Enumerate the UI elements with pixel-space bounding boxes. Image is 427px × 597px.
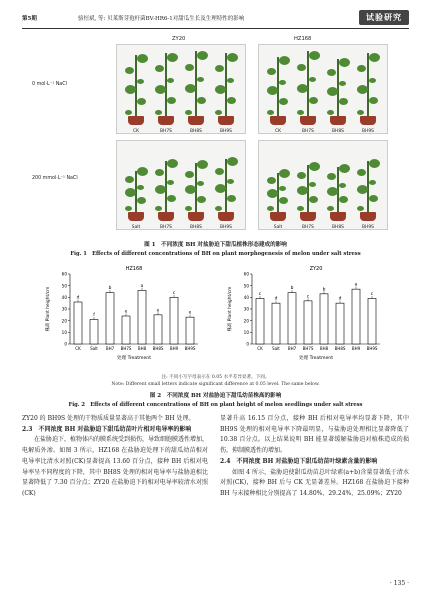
plant-label: BH8S: [190, 225, 202, 230]
significance-letter: b: [290, 286, 294, 292]
category-label: Salt: [272, 346, 280, 351]
melon-plant: [265, 171, 291, 221]
running-title: 骆恒斌, 等: 贝莱斯芽孢杆菌BV-HR6-1对甜瓜生长及生理特性的影响: [78, 16, 245, 22]
melon-plant: [123, 169, 149, 221]
category-label: BH9: [169, 346, 179, 351]
photo-panel-zy20-control: [116, 44, 246, 134]
row-label-salt: 200 mmol·L⁻¹ NaCl: [32, 176, 78, 181]
plant-label: BH7S: [160, 225, 172, 230]
y-tick-label: 30: [243, 306, 249, 312]
y-tick-label: 20: [61, 318, 67, 324]
category-label: BH9: [351, 346, 361, 351]
plant-label: BH8S: [190, 129, 202, 134]
significance-letter: c: [306, 294, 310, 300]
y-tick-label: 30: [61, 306, 67, 312]
y-tick-label: 0: [246, 341, 249, 347]
category-label: BH9S: [366, 346, 378, 351]
x-axis-label: 处理 Treatment: [116, 356, 152, 361]
y-tick-label: 40: [61, 294, 67, 300]
y-axis-label: 株高 Plant height/cm: [228, 286, 233, 332]
paragraph: 如图 4 所示，盐胁迫使甜瓜幼苗总叶绿素(a+b)含量显著低于清水对照(CK)，接种 BH 后与 CK 无显著差异。HZ168 在盐胁迫下接种 BH 与未接种相比分别提高了 14.80%、29.24%、25.09%；ZY20: [220, 468, 409, 497]
journal-section-badge: 试验研究: [359, 10, 409, 25]
y-tick-label: 40: [243, 294, 249, 300]
body-column-left: [22, 414, 208, 500]
significance-letter: a: [140, 283, 144, 289]
melon-plant: [295, 163, 321, 221]
paragraph: 在盐胁迫下，植物体内的膜系统受到损伤，导致细胞膜透性增加，电解质外渗。如图 3 所示，HZ168 在盐胁迫处理下的甜瓜幼苗相对电导率比清水对照(CK)显著提高 13.60 百分点，接种 BH 后相对电导率呈不同程度的下降，其中 BH8S 处理的相对电导率与盐胁迫相比显著降低了 7.30 百分点；ZY20 在盐胁迫下的相对电导率较清水对照(CK): [22, 436, 209, 497]
group-label-hz168: HZ168: [294, 36, 312, 42]
chart-title: HZ168: [125, 266, 143, 272]
significance-letter: f: [93, 313, 95, 318]
bar: [288, 293, 296, 344]
melon-plant: [183, 49, 209, 125]
melon-plant: [213, 51, 239, 125]
melon-plant: [295, 49, 321, 125]
plant-label: BH8S: [332, 225, 344, 230]
bar: [154, 315, 162, 344]
category-label: BH7: [287, 346, 297, 351]
plant-label: BH7S: [302, 129, 314, 134]
melon-plant: [123, 53, 149, 125]
significance-letter: e: [188, 310, 192, 316]
category-label: BH9S: [184, 346, 196, 351]
category-label: BH8: [319, 346, 329, 351]
category-label: BH8: [137, 346, 147, 351]
significance-letter: d: [274, 296, 278, 302]
plant-label: BH7S: [160, 129, 172, 134]
category-label: CK: [257, 346, 263, 351]
chart-zy20: [222, 262, 392, 370]
bar: [320, 294, 328, 344]
significance-letter: b: [322, 287, 326, 293]
bar: [122, 316, 130, 344]
row-label-control: 0 mol·L⁻¹ NaCl: [32, 82, 67, 87]
melon-plant: [153, 51, 179, 125]
melon-plant: [183, 161, 209, 221]
y-tick-label: 10: [243, 329, 249, 335]
figure2-caption-en: Fig. 2 Effects of different concentrations of BH on plant height of melon seedlings under salt stress: [68, 402, 363, 408]
category-label: BH7S: [302, 346, 314, 351]
bar: [74, 302, 82, 344]
significance-letter: c: [258, 292, 262, 297]
chart-hz168: [40, 262, 210, 370]
group-label-zy20: ZY20: [172, 36, 186, 42]
melon-plant: [355, 51, 381, 125]
bar: [186, 317, 194, 344]
plant-label: CK: [133, 129, 139, 134]
plant-label: BH9S: [362, 225, 374, 230]
x-axis-label: 处理 Treatment: [298, 356, 334, 361]
bar: [90, 320, 98, 345]
plant-label: CK: [275, 129, 281, 134]
page-number: · 135 ·: [389, 580, 409, 587]
significance-letter: e: [156, 308, 160, 314]
figure2-caption-zh: 图 2 不同浓度 BH 对盐胁迫下甜瓜幼苗株高的影响: [149, 393, 282, 399]
bar: [106, 293, 114, 344]
y-tick-label: 60: [61, 271, 67, 277]
bar: [272, 303, 280, 344]
bar: [304, 301, 312, 344]
category-label: BH7: [105, 346, 115, 351]
melon-plant: [213, 157, 239, 221]
y-tick-label: 60: [243, 271, 249, 277]
category-label: CK: [75, 346, 81, 351]
bar: [170, 297, 178, 344]
category-label: BH8S: [334, 346, 346, 351]
bar: [352, 289, 360, 344]
page-header: [22, 12, 409, 26]
bar: [336, 303, 344, 344]
figure1-caption-zh: 图 1 不同浓度 BH 对盐胁迫下甜瓜植株形态建成的影响: [144, 242, 287, 248]
plant-label: BH9S: [220, 225, 232, 230]
y-tick-label: 0: [64, 341, 67, 347]
body-column-right: [220, 414, 409, 500]
photo-panel-hz168-salt: [258, 140, 388, 230]
plant-label: Salt: [273, 225, 283, 230]
figure1-caption-en: Fig. 1 Effects of different concentrations of BH on plant morphogenesis of melon under salt stress: [70, 251, 361, 257]
significance-letter: e: [124, 309, 128, 315]
category-label: BH7S: [120, 346, 132, 351]
bar: [368, 299, 376, 345]
plant-label: BH9S: [362, 129, 374, 134]
figure2-note-zh: 注: 不同小写字母表示在 0.05 水平差异显著。下同。: [161, 375, 270, 380]
paragraph: 显著升高 16.15 百分点，接种 BH 后相对电导率均显著下降，其中 BH9S 处理的相对电导率下降最明显，与盐胁迫处理相比显著降低了 10.38 百分点。以上结果说明 BH 能显著缓解盐胁迫对植株造成的损伤，抑制膜透性的增加。: [220, 415, 409, 455]
category-label: BH8S: [152, 346, 164, 351]
melon-plant: [325, 57, 351, 125]
y-tick-label: 50: [243, 283, 249, 289]
significance-letter: c: [172, 290, 176, 296]
significance-letter: c: [370, 292, 374, 297]
figure2-note-en: Note: Different small letters indicate significant difference at 0.05 level. The same below.: [111, 382, 320, 387]
significance-letter: d: [76, 295, 80, 301]
paragraph: ZY20 的 BH9S 处理的干物质质量显著高于其他两个 BH 处理。: [22, 415, 195, 422]
melon-plant: [325, 165, 351, 221]
significance-letter: b: [108, 286, 112, 292]
photo-panel-zy20-salt: [116, 140, 246, 230]
y-tick-label: 50: [61, 283, 67, 289]
section-heading-2-3: 2.3 不同浓度 BH 对盐胁迫下甜瓜幼苗叶片相对电导率的影响: [22, 425, 192, 433]
plant-label: BH8S: [332, 129, 344, 134]
significance-letter: a: [354, 282, 358, 288]
figure1-photos: [22, 36, 409, 238]
y-tick-label: 10: [61, 329, 67, 335]
plant-label: BH9S: [220, 129, 232, 134]
bar: [138, 290, 146, 344]
y-tick-label: 20: [243, 318, 249, 324]
issue-number: 第5期: [22, 16, 37, 22]
plant-label: BH7S: [302, 225, 314, 230]
plant-label: Salt: [131, 225, 141, 230]
section-heading-2-4: 2.4 不同浓度 BH 对盐胁迫下甜瓜幼苗叶绿素含量的影响: [220, 457, 378, 465]
melon-plant: [153, 159, 179, 221]
significance-letter: d: [338, 296, 342, 302]
header-rule: [22, 28, 409, 29]
category-label: Salt: [90, 346, 98, 351]
chart-title: ZY20: [309, 266, 323, 272]
photo-panel-hz168-control: [258, 44, 388, 134]
bar: [256, 299, 264, 345]
melon-plant: [265, 55, 291, 125]
y-axis-label: 株高 Plant height/cm: [46, 286, 51, 332]
melon-plant: [355, 159, 381, 221]
